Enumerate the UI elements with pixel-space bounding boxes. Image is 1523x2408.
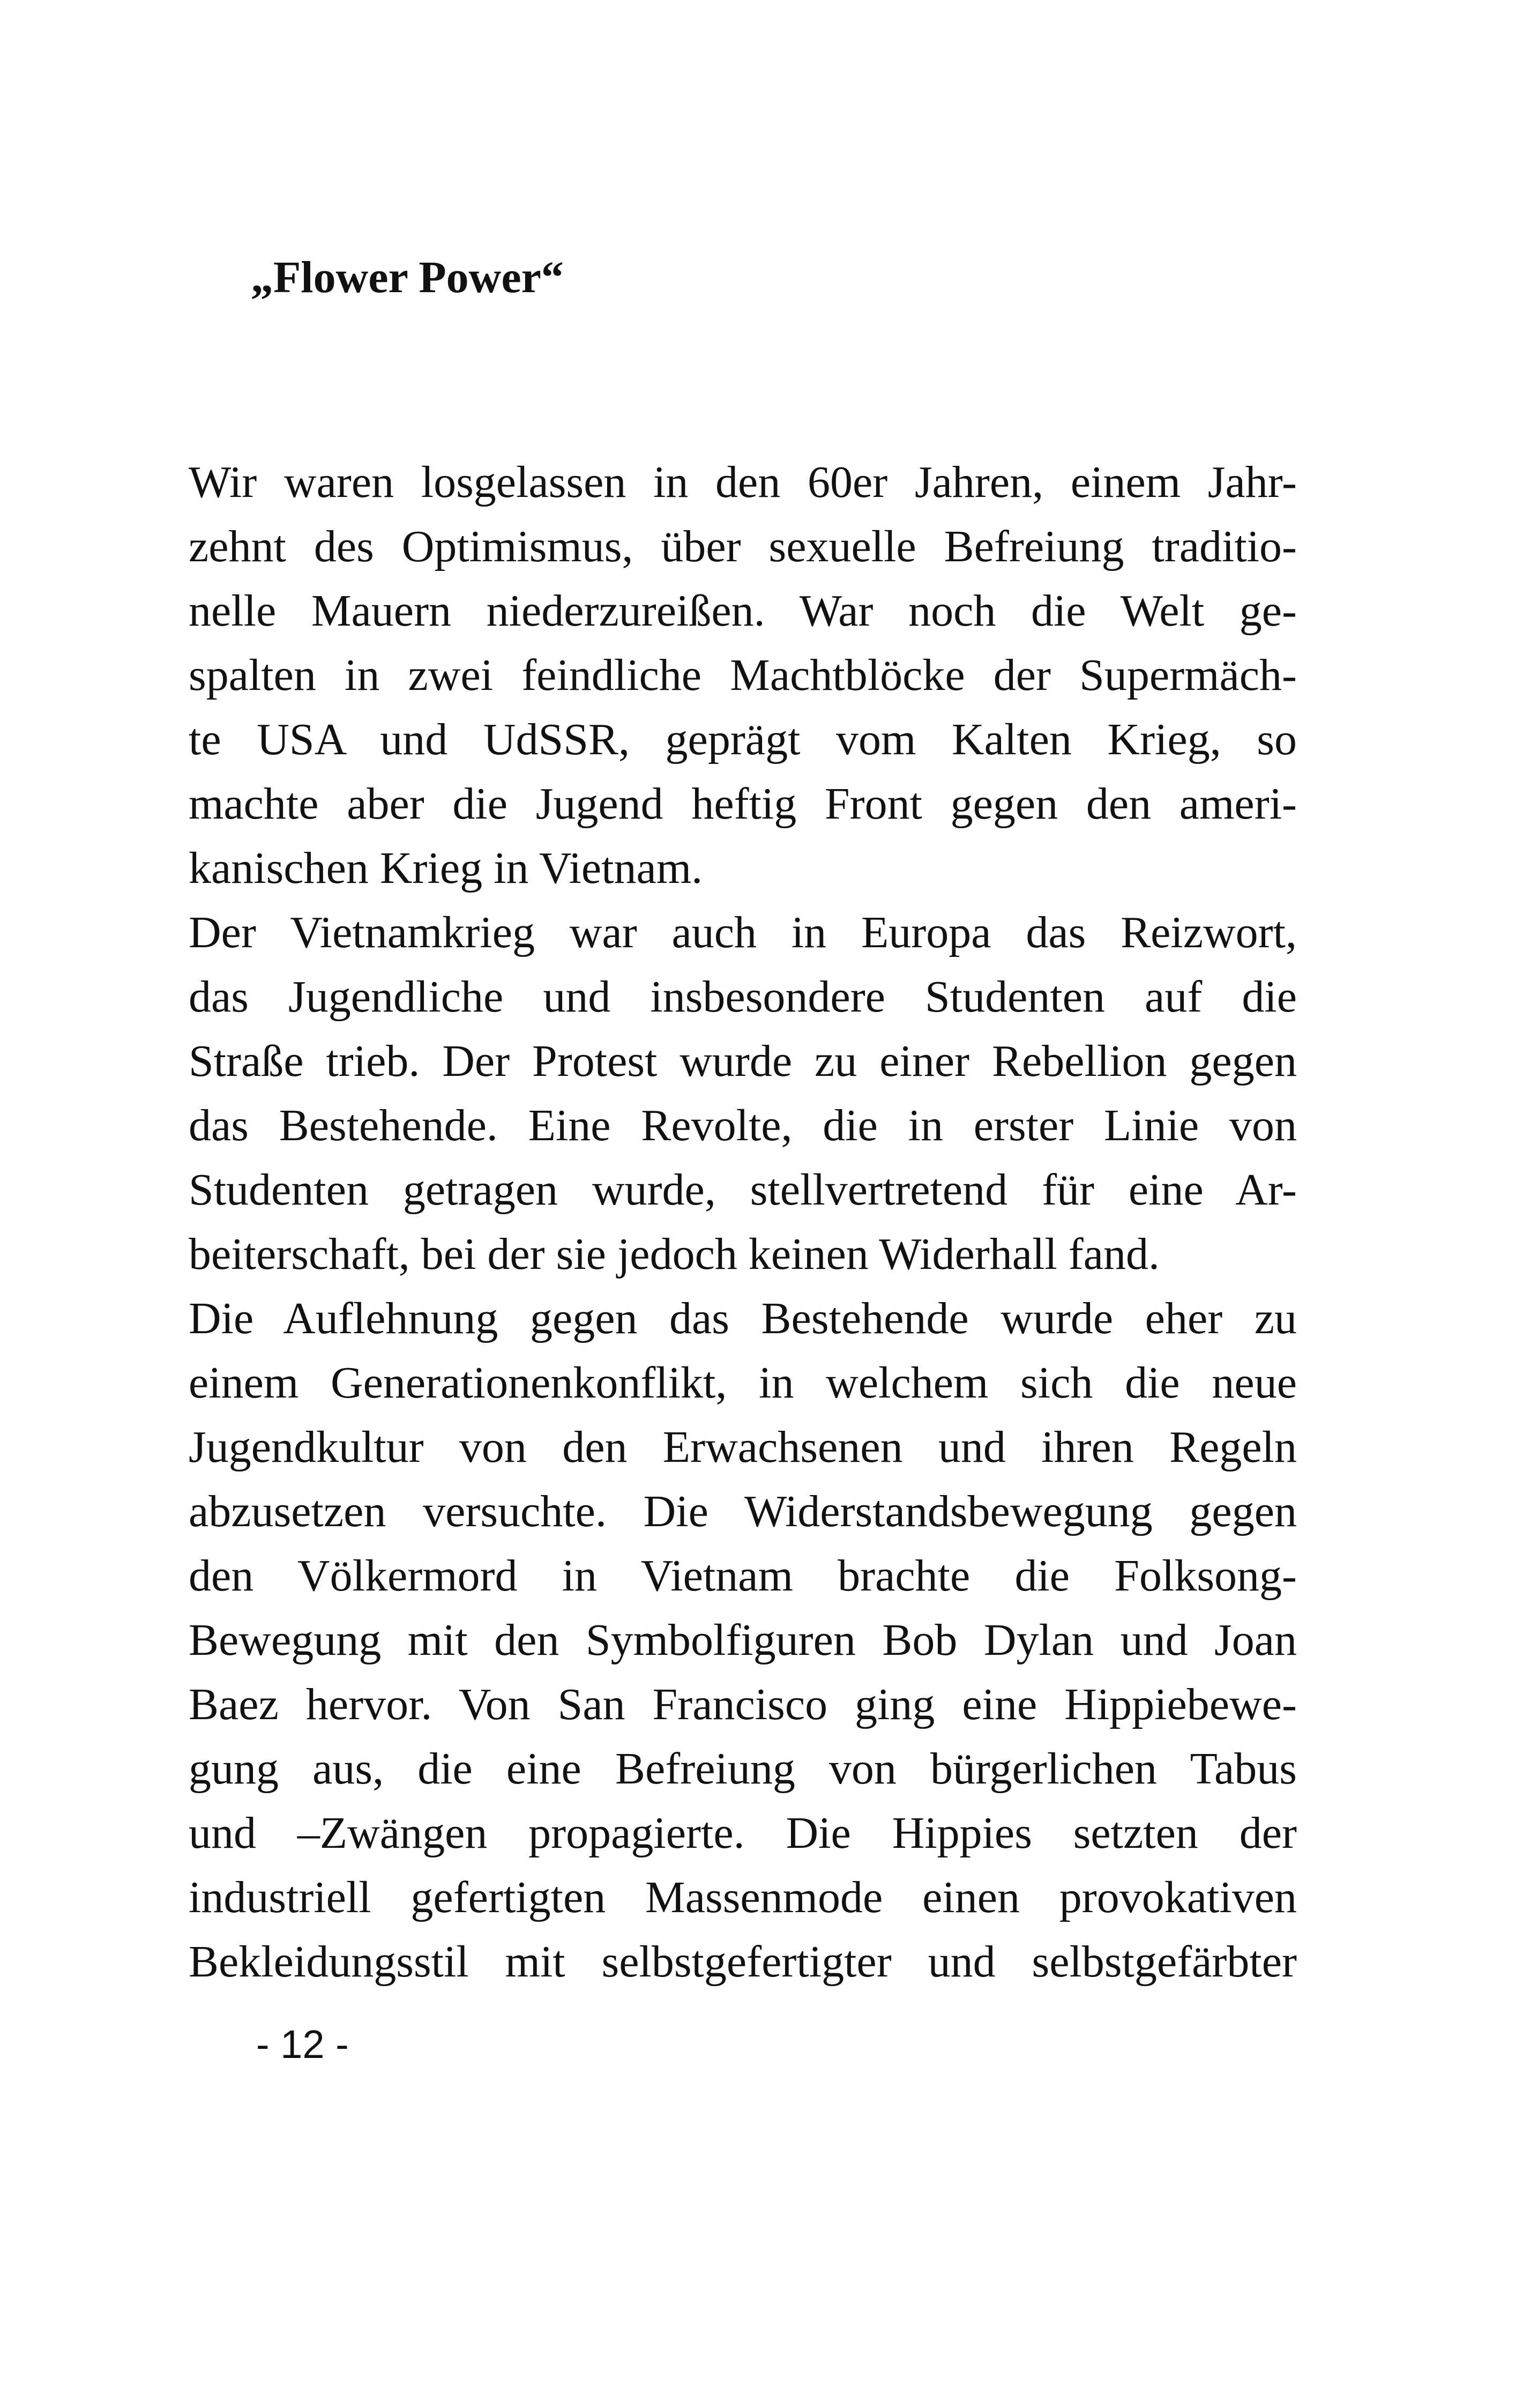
text-line: machte aber die Jugend heftig Front gegen den ameri- xyxy=(189,779,1297,829)
text-line: Straße trieb. Der Protest wurde zu einer Rebellion gegen xyxy=(189,1036,1297,1086)
text-line: spalten in zwei feindliche Machtblöcke der Supermäch- xyxy=(189,650,1297,700)
text-line: einem Generationenkonflikt, in welchem sich die neue xyxy=(189,1358,1297,1408)
text-line: nelle Mauern niederzureißen. War noch die Welt ge- xyxy=(189,586,1297,636)
text-line: te USA und UdSSR, geprägt vom Kalten Krieg, so xyxy=(189,715,1297,764)
text-line: Bekleidungsstil mit selbstgefertigter und selbstgefärbter xyxy=(189,1937,1297,1987)
text-line: und –Zwängen propagierte. Die Hippies setzten der xyxy=(189,1808,1297,1858)
text-line: zehnt des Optimismus, über sexuelle Befreiung traditio- xyxy=(189,522,1297,571)
text-line: abzusetzen versuchte. Die Widerstandsbewegung gegen xyxy=(189,1487,1297,1536)
text-line: Wir waren losgelassen in den 60er Jahren, einem Jahr- xyxy=(189,457,1297,507)
text-line: Jugendkultur von den Erwachsenen und ihren Regeln xyxy=(189,1422,1297,1472)
text-line: das Bestehende. Eine Revolte, die in erster Linie von xyxy=(189,1101,1297,1150)
text-line: Der Vietnamkrieg war auch in Europa das Reizwort, xyxy=(189,908,1297,957)
text-line: gung aus, die eine Befreiung von bürgerlichen Tabus xyxy=(189,1744,1297,1794)
text-line: beiterschaft, bei der sie jedoch keinen Widerhall fand. xyxy=(189,1229,1160,1279)
page-number: - 12 - xyxy=(256,2022,349,2067)
chapter-title: „Flower Power“ xyxy=(251,252,564,302)
text-line: industriell gefertigten Massenmode einen provokativen xyxy=(189,1872,1297,1922)
text-line: Die Auflehnung gegen das Bestehende wurde eher zu xyxy=(189,1294,1297,1343)
text-line: kanischen Krieg in Vietnam. xyxy=(189,843,703,893)
text-line: Baez hervor. Von San Francisco ging eine Hippiebewe- xyxy=(189,1679,1297,1729)
text-line: den Völkermord in Vietnam brachte die Folksong- xyxy=(189,1551,1297,1601)
text-line: Bewegung mit den Symbolfiguren Bob Dylan und Joan xyxy=(189,1615,1297,1665)
text-line: Studenten getragen wurde, stellvertretend für eine Ar- xyxy=(189,1165,1297,1215)
text-line: das Jugendliche und insbesondere Studenten auf die xyxy=(189,972,1297,1022)
body-text xyxy=(189,450,1297,1994)
